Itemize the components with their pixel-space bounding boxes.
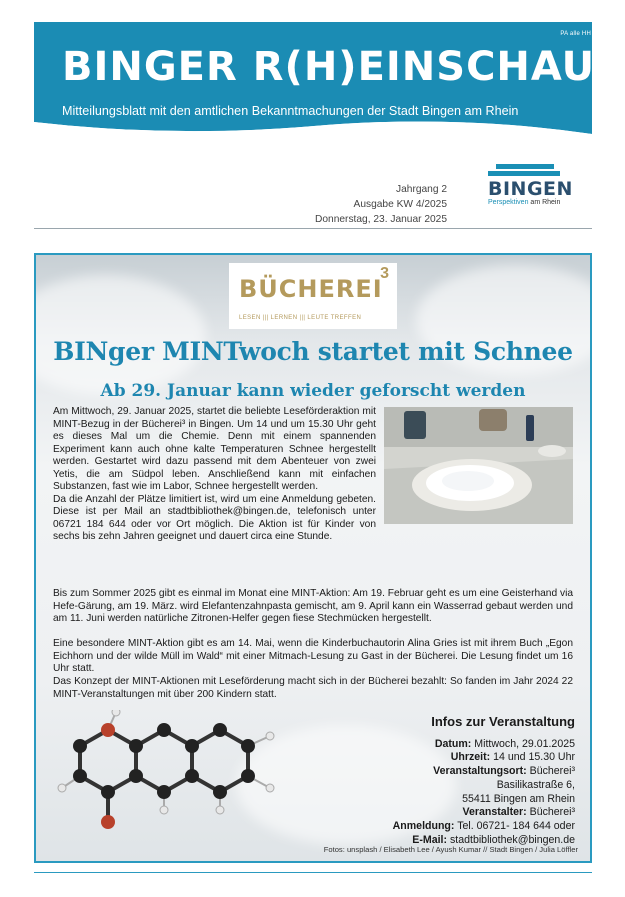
paragraph-3: Eine besondere MINT-Aktion gibt es am 14. Mai, wenn die Kinderbuchautorin Alina Gries ist mit ihrem Buch „Egon Eichhorn und der wilde Müll im Wald“ mit einer Mitmach-Lesung zu Gast in der Bücherei. Die Lesung findet um 16 Uhr statt.	[53, 638, 573, 674]
article-subheadline: Ab 29. Januar kann wieder geforscht werden	[100, 381, 526, 401]
logo-tagline: Perspektiven am Rhein	[488, 199, 561, 206]
newspaper-title: BINGER R(H)EINSCHAU	[62, 44, 596, 90]
issue-info	[315, 182, 447, 227]
buecherei-logo	[229, 263, 397, 329]
paragraph-4: Das Konzept der MINT-Aktionen mit Leseförderung macht sich in der Bücherei bezahlt: So fanden im Jahr 2024 22 MINT-Veranstaltungen mit über 200 Kindern statt.	[53, 676, 573, 700]
newspaper-subtitle: Mitteilungsblatt mit den amtlichen Bekanntmachungen der Stadt Bingen am Rhein	[62, 104, 519, 118]
snow-experiment-photo	[384, 407, 573, 524]
info-organizer: Veranstalter: Bücherei³	[462, 806, 575, 819]
bingen-logo	[488, 164, 576, 206]
issue-edition: Ausgabe KW 4/2025	[353, 199, 447, 210]
logo-name: BINGEN	[488, 178, 573, 200]
logo-bars-icon	[488, 164, 576, 176]
info-venue: Veranstaltungsort: Bücherei³	[433, 765, 575, 778]
info-address-2: 55411 Bingen am Rhein	[462, 792, 575, 805]
article-headline: BINger MINTwoch startet mit Schnee	[53, 337, 573, 366]
issue-date: Donnerstag, 23. Januar 2025	[315, 214, 447, 225]
info-address-1: Basilikastraße 6,	[496, 778, 575, 791]
buecherei-superscript: 3	[380, 265, 389, 282]
molecule-icon	[56, 710, 296, 845]
paragraph-2: Bis zum Sommer 2025 gibt es einmal im Monat eine MINT-Aktion: Am 19. Februar geht es um eine Geisterhand via Hefe-Gärung, am 19. März. wird Elefantenzahnpasta gemischt, am 9. April kann ein Wasserrad gebaut werden und am 11. Juni werden natürliche Zitronen-Helfer gegen fiese Stechmücken hergestellt.	[53, 588, 573, 624]
info-time: Uhrzeit: 14 und 15.30 Uhr	[450, 751, 575, 764]
event-info	[393, 715, 575, 847]
info-date: Datum: Mittwoch, 29.01.2025	[434, 737, 575, 750]
info-title: Infos zur Veranstaltung	[431, 714, 575, 729]
article-intro	[53, 406, 573, 544]
article-box	[34, 253, 592, 863]
paragraph-1b: Da die Anzahl der Plätze limitiert ist, wird um eine Anmeldung gebeten. Diese ist per Mail an stadtbibliothek@bingen.de, telefonisch unter 06721 184 644 oder vor Ort möglich. Die Aktion ist für Kinder von sechs bis zehn Jahren geeignet und dauert circa eine Stunde.	[53, 493, 376, 542]
pa-note: PA alle HH	[560, 31, 591, 37]
footer-rule	[34, 872, 592, 873]
photo-credit: Fotos: unsplash / Elisabeth Lee / Ayush Kumar // Stadt Bingen / Julia Löffler	[323, 845, 578, 854]
header-rule	[34, 228, 592, 229]
paragraph-1a: Am Mittwoch, 29. Januar 2025, startet die beliebte Leseförderaktion mit MINT-Bezug in der Bücherei³ in Bingen. Um 14 und um 15.30 Uhr geht es dieses Mal um die Chemie. Denn mit einem spannenden Experiment kann auch ohne kalte Temperaturen Schnee hergestellt werden. Gestartet wird dazu passend mit dem Abenteuer von zwei Yetis, die am Südpol leben. Anschließend kann mit einfachen Substanzen, fast wie im Labor, Schnee hergestellt werden.	[53, 406, 376, 492]
buecherei-wordmark: BÜCHEREI	[239, 275, 383, 303]
info-email: E-Mail: stadtbibliothek@bingen.de	[412, 833, 575, 846]
issue-volume: Jahrgang 2	[396, 184, 447, 195]
info-registration: Anmeldung: Tel. 06721- 184 644 oder	[392, 819, 575, 832]
buecherei-tagline: LESEN ||| LERNEN ||| LEUTE TREFFEN	[239, 315, 362, 321]
